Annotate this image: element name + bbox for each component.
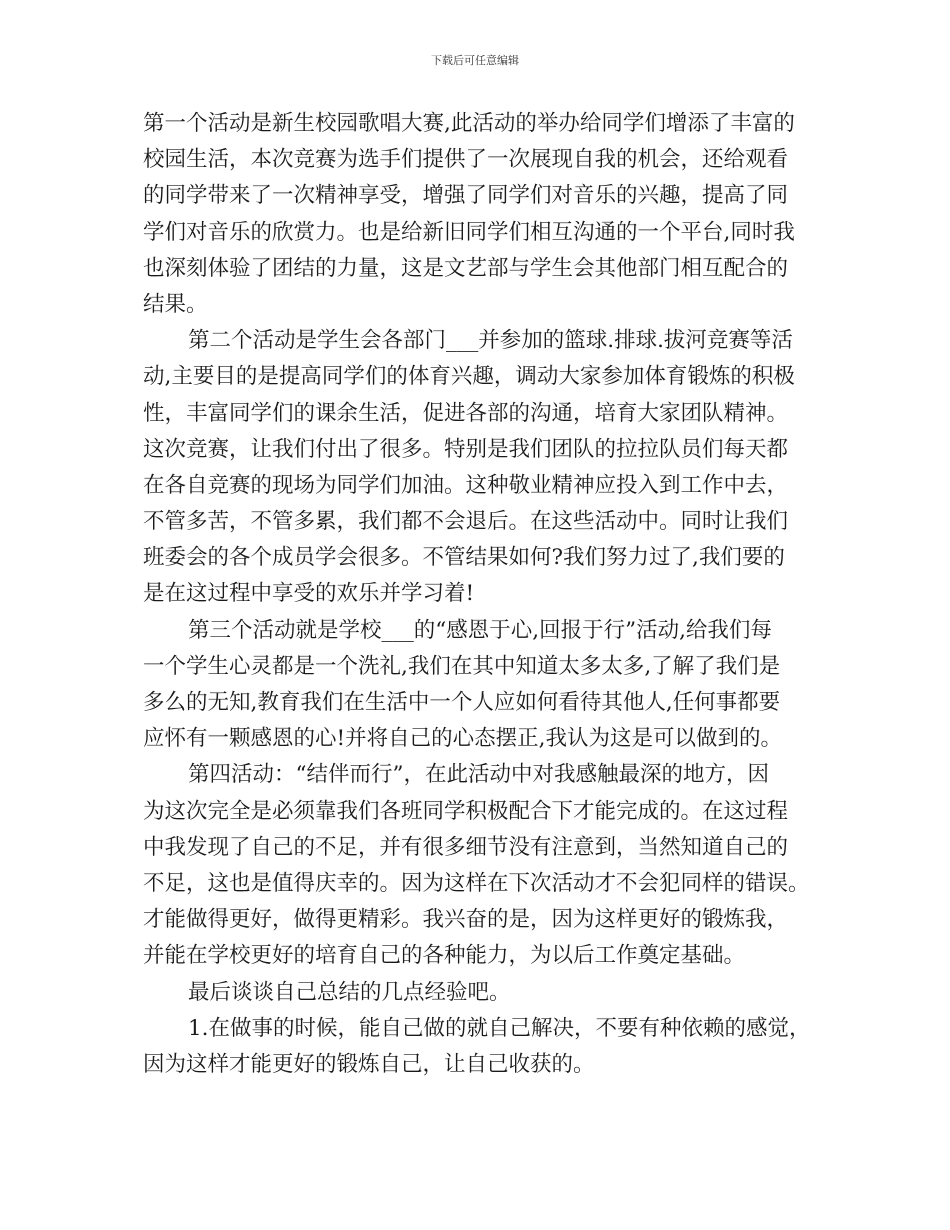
text-line: 为这次完全是必须靠我们各班同学积极配合下才能完成的。在这过程 (143, 798, 789, 824)
text-line: 不管多苦，不管多累，我们都不会退后。在这些活动中。同时让我们 (143, 509, 789, 535)
text-line: 性，丰富同学们的课余生活，促进各部的沟通，培育大家团队精神。 (143, 400, 789, 426)
text-line: 结果。 (143, 291, 208, 317)
paragraph-start-line: 第三个活动就是学校___的“感恩于心,回报于行”活动,给我们每 (188, 617, 772, 643)
text-line: 第一个活动是新生校园歌唱大赛,此活动的举办给同学们增添了丰富的 (143, 111, 795, 136)
text-line: 并能在学校更好的培育自己的各种能力，为以后工作奠定基础。 (143, 943, 746, 969)
text-line: 学们对音乐的欣赏力。也是给新旧同学们相互沟通的一个平台,同时我 (143, 219, 795, 245)
text-line: 一个学生心灵都是一个洗礼,我们在其中知道太多太多,了解了我们是 (143, 653, 781, 679)
text-line: 才能做得更好，做得更精彩。我兴奋的是，因为这样更好的锻炼我， (143, 907, 789, 933)
text-line: 不足，这也是值得庆幸的。因为这样在下次活动才不会犯同样的错误。 (143, 870, 810, 896)
document-body (143, 106, 811, 1083)
text-line: 这次竞赛，让我们付出了很多。特别是我们团队的拉拉队员们每天都 (143, 436, 789, 462)
text-line: 动,主要目的是提高同学们的体育兴趣，调动大家参加体育锻炼的积极 (143, 364, 795, 390)
text-line: 班委会的各个成员学会很多。不管结果如何?我们努力过了,我们要的 (143, 545, 785, 571)
text-line: 是在这过程中享受的欢乐并学习着! (143, 581, 475, 607)
text-line: 在各自竞赛的现场为同学们加油。这种敬业精神应投入到工作中去， (143, 472, 789, 498)
text-line: 也深刻体验了团结的力量，这是文艺部与学生会其他部门相互配合的 (143, 255, 789, 281)
text-line: 中我发现了自己的不足，并有很多细节没有注意到，当然知道自己的 (143, 834, 789, 860)
paragraph-start-line: 第二个活动是学生会各部门___并参加的篮球.排球.拔河竞赛等活 (188, 328, 793, 354)
text-line: 校园生活，本次竞赛为选手们提供了一次展现自我的机会，还给观看 (143, 147, 789, 173)
text-line: 多么的无知,教育我们在生活中一个人应如何看待其他人,任何事都要 (143, 690, 781, 715)
text-line: 的同学带来了一次精神享受，增强了同学们对音乐的兴趣，提高了同 (143, 183, 789, 209)
text-line: 应怀有一颗感恩的心!并将自己的心态摆正,我认为这是可以做到的。 (143, 726, 782, 752)
page-header: 下载后可任意编辑 (431, 54, 519, 67)
paragraph-start-line: 1.在做事的时候，能自己做的就自己解决，不要有种依赖的感觉， (188, 1015, 811, 1041)
text-line: 因为这样才能更好的锻炼自己，让自己收获的。 (143, 1051, 595, 1077)
paragraph-start-line: 最后谈谈自己总结的几点经验吧。 (188, 979, 511, 1005)
paragraph-start-line: 第四活动：“结伴而行”，在此活动中对我感触最深的地方，因 (188, 762, 769, 788)
